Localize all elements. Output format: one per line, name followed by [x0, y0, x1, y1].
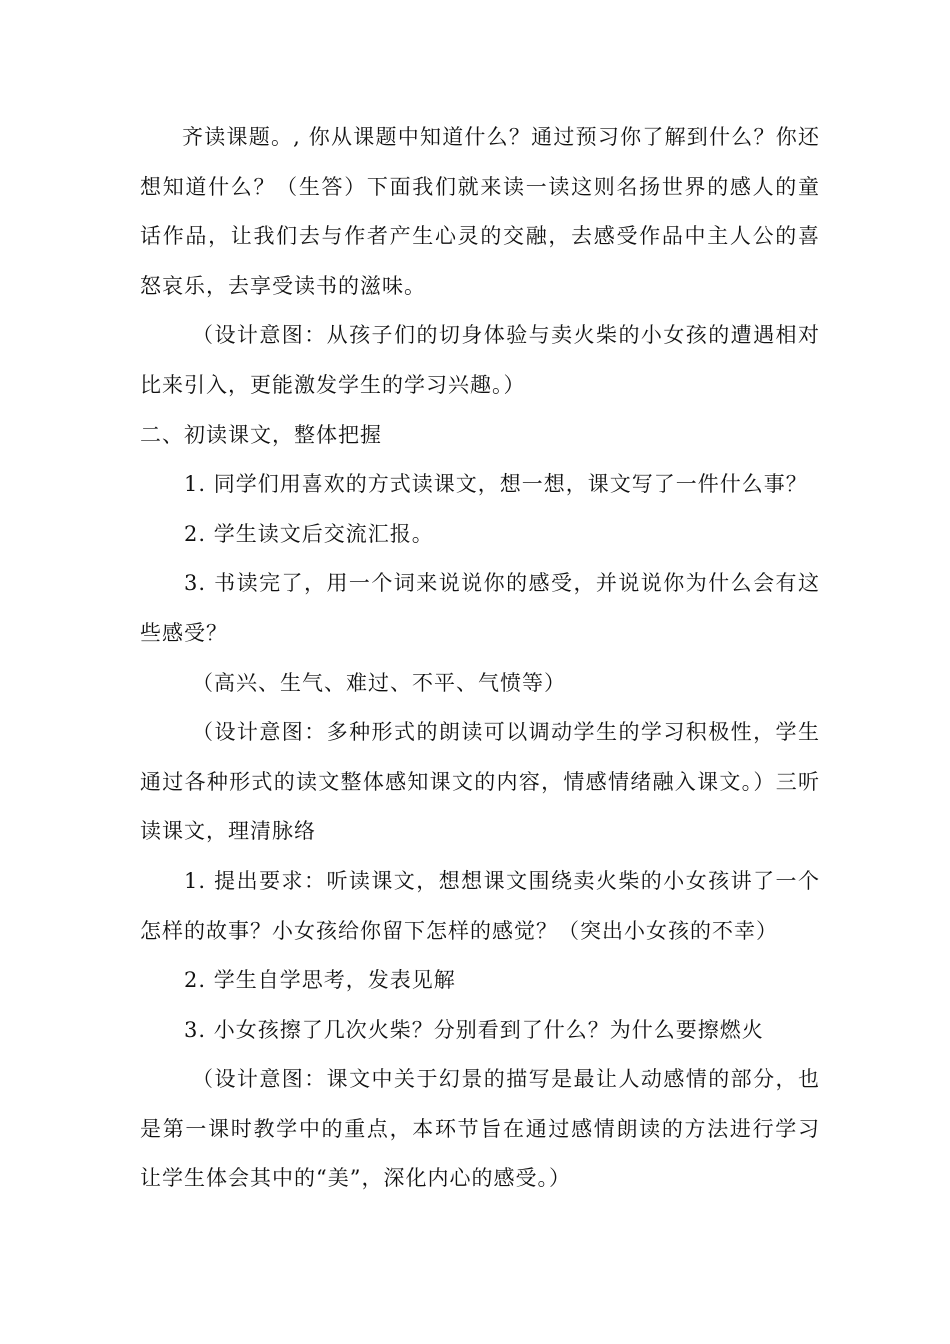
- paragraph-feelings: （高兴、生气、难过、不平、气愤等）: [192, 670, 566, 695]
- list-item-2-3: 3. 书读完了，用一个词来说说你的感受，并说说你为什么会有这些感受？: [140, 571, 820, 645]
- list-item-3-1: 1. 提出要求：听读课文，想想课文围绕卖火柴的小女孩讲了一个怎样的故事？小女孩给你留下怎样的感觉？（突出小女孩的不幸）: [140, 868, 820, 943]
- list-item-3-2: 2. 学生自学思考，发表见解: [184, 968, 456, 993]
- document-body: [140, 113, 820, 1204]
- paragraph-design-note-2: （设计意图：多种形式的朗读可以调动学生的学习积极性，学生通过各种形式的读文整体感知课文的内容，情感情绪融入课文。）三听读课文，理清脉络: [140, 720, 820, 844]
- section-heading-2: 二、初读课文，整体把握: [140, 422, 382, 447]
- paragraph-intro: 齐读课题。, 你从课题中知道什么？通过预习你了解到什么？你还想知道什么？（生答）下面我们就来读一读这则名扬世界的感人的童话作品，让我们去与作者产生心灵的交融，去感受作品中主人公的喜怒哀乐，去享受读书的滋味。: [140, 125, 820, 298]
- paragraph-design-note-1: （设计意图：从孩子们的切身体验与卖火柴的小女孩的遭遇相对比来引入，更能激发学生的学习兴趣。）: [140, 323, 820, 397]
- list-item-2-1: 1. 同学们用喜欢的方式读课文，想一想，课文写了一件什么事？: [184, 472, 808, 497]
- list-item-2-2: 2. 学生读文后交流汇报。: [184, 521, 434, 546]
- list-item-3-3: 3. 小女孩擦了几次火柴？分别看到了什么？为什么要擦燃火: [184, 1017, 764, 1042]
- paragraph-design-note-3: （设计意图：课文中关于幻景的描写是最让人动感情的部分，也是第一课时教学中的重点，本环节旨在通过感情朗读的方法进行学习让学生体会其中的“美”，深化内心的感受。）: [140, 1067, 820, 1191]
